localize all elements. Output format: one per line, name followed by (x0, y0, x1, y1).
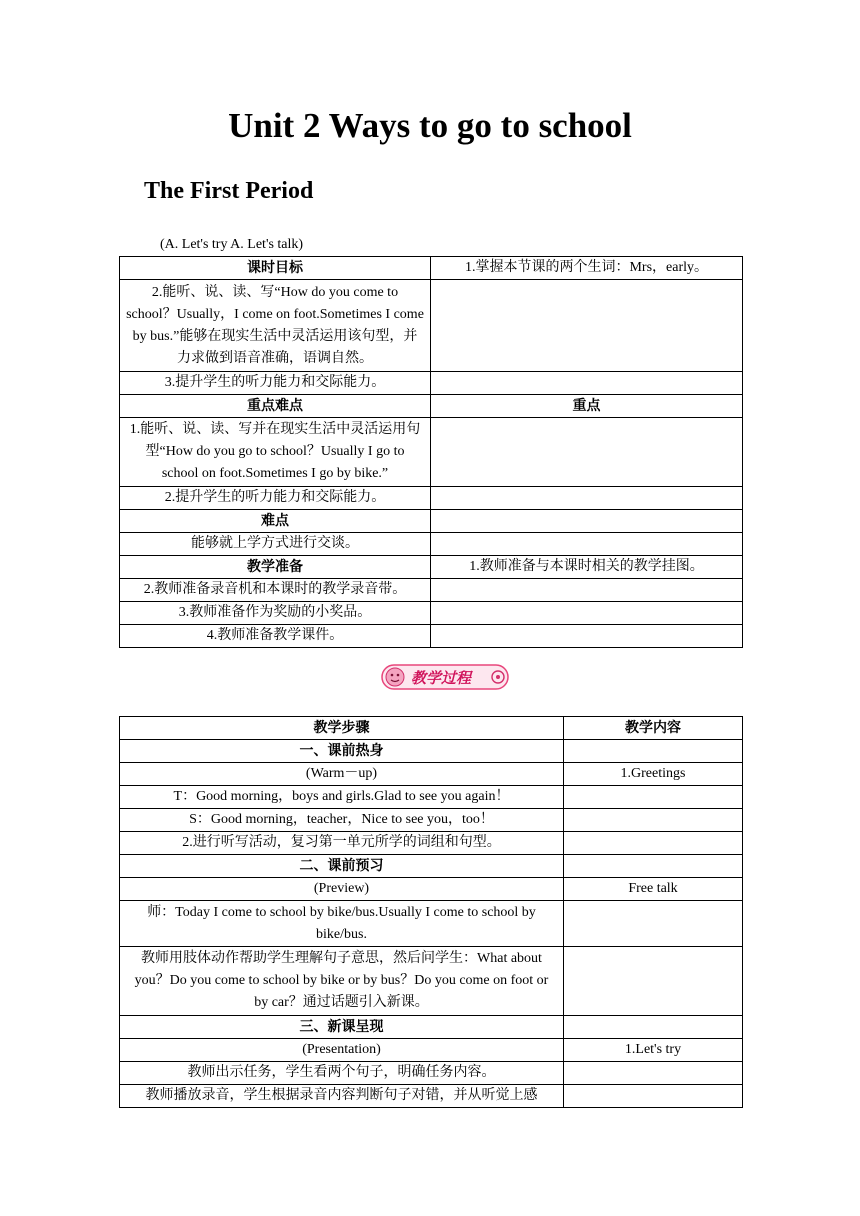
table-cell: 2.提升学生的听力能力和交际能力。 (120, 487, 431, 510)
table-cell: 2.进行听写活动，复习第一单元所学的词组和句型。 (120, 832, 564, 855)
badge-label: 教学过程 (411, 669, 472, 687)
table-row (120, 832, 743, 855)
table-cell (431, 510, 743, 533)
table-cell (564, 786, 743, 809)
table-cell: 1.掌握本节课的两个生词：Mrs，early。 (431, 257, 743, 280)
table-cell: S：Good morning，teacher，Nice to see you，too！ (120, 809, 564, 832)
table-row (120, 579, 743, 602)
table-row (120, 372, 743, 395)
table-cell: 课时目标 (120, 257, 431, 280)
table-row (120, 625, 743, 648)
table-cell: 1.Let's try (564, 1039, 743, 1062)
table-row (120, 763, 743, 786)
table-row (120, 1085, 743, 1108)
table-row (120, 947, 743, 1016)
table-cell: 教学步骤 (120, 717, 564, 740)
page-title: Unit 2 Ways to go to school (228, 106, 632, 145)
table-cell: 教师出示任务，学生看两个句子，明确任务内容。 (120, 1062, 564, 1085)
table-cell (431, 625, 743, 648)
table-cell: 1.能听、说、读、写并在现实生活中灵活运用句型“How do you go to school？Usually I go to school on foot.Sometimes I go by bike.” (120, 418, 431, 487)
table-cell (564, 809, 743, 832)
teaching-process-badge (381, 662, 509, 692)
table-cell: 2.教师准备录音机和本课时的教学录音带。 (120, 579, 431, 602)
table-row (120, 280, 743, 372)
table-cell: 3.教师准备作为奖励的小奖品。 (120, 602, 431, 625)
table-row (120, 878, 743, 901)
table-row (120, 257, 743, 280)
table-cell: (Preview) (120, 878, 564, 901)
table-row (120, 1039, 743, 1062)
table-cell: 3.提升学生的听力能力和交际能力。 (120, 372, 431, 395)
table-cell (431, 579, 743, 602)
table-cell: 1.Greetings (564, 763, 743, 786)
table-cell (431, 487, 743, 510)
table-cell: 教学内容 (564, 717, 743, 740)
table-row (120, 809, 743, 832)
eye-icon (397, 674, 400, 677)
lesson-objectives-table (119, 256, 743, 648)
lesson-subtitle: (A. Let's try A. Let's talk) (160, 237, 304, 252)
table-cell (431, 418, 743, 487)
table-row (120, 395, 743, 418)
table-cell: 教师用肢体动作帮助学生理解句子意思，然后问学生：What about you？Do you come to school by bike or by bus？Do you come on foot or by car？通过话题引入新课。 (120, 947, 564, 1016)
table-cell: (Presentation) (120, 1039, 564, 1062)
table-cell: 二、课前预习 (120, 855, 564, 878)
table-cell: 师：Today I come to school by bike/bus.Usually I come to school by bike/bus. (120, 901, 564, 947)
table-cell (564, 740, 743, 763)
table-cell: 4.教师准备教学课件。 (120, 625, 431, 648)
period-heading: The First Period (144, 178, 314, 204)
table-cell: 重点难点 (120, 395, 431, 418)
table-cell (431, 602, 743, 625)
table-cell: 三、新课呈现 (120, 1016, 564, 1039)
table-row (120, 510, 743, 533)
table-cell (564, 1085, 743, 1108)
table-row (120, 556, 743, 579)
table-row (120, 1062, 743, 1085)
table-cell: Free talk (564, 878, 743, 901)
table-cell (431, 372, 743, 395)
table-cell: T：Good morning，boys and girls.Glad to see you again！ (120, 786, 564, 809)
table-cell: (Warm－up) (120, 763, 564, 786)
table-row (120, 418, 743, 487)
table-cell: 1.教师准备与本课时相关的教学挂图。 (431, 556, 743, 579)
table-cell: 能够就上学方式进行交谈。 (120, 533, 431, 556)
table-cell: 教师播放录音，学生根据录音内容判断句子对错，并从听觉上感 (120, 1085, 564, 1108)
table-cell (564, 1016, 743, 1039)
table-row (120, 855, 743, 878)
table-row (120, 786, 743, 809)
table-row (120, 717, 743, 740)
teaching-process-table (119, 716, 743, 1108)
table-cell (564, 832, 743, 855)
table-cell (564, 947, 743, 1016)
table-row (120, 1016, 743, 1039)
table-row (120, 487, 743, 510)
table-cell (564, 901, 743, 947)
table-row (120, 740, 743, 763)
table-cell: 重点 (431, 395, 743, 418)
cartoon-face-icon (386, 668, 404, 686)
eye-icon (391, 674, 394, 677)
table-cell: 难点 (120, 510, 431, 533)
table-row (120, 901, 743, 947)
table-cell (431, 280, 743, 372)
table-cell (564, 1062, 743, 1085)
target-dot-icon (496, 675, 500, 679)
table-row (120, 602, 743, 625)
table-cell: 一、课前热身 (120, 740, 564, 763)
table-cell (564, 855, 743, 878)
table-cell: 2.能听、说、读、写“How do you come to school？Usually，I come on foot.Sometimes I come by bus.”能够在现实生活中灵活运用该句型，并力求做到语音准确，语调自然。 (120, 280, 431, 372)
table-row (120, 533, 743, 556)
table-cell: 教学准备 (120, 556, 431, 579)
table-cell (431, 533, 743, 556)
